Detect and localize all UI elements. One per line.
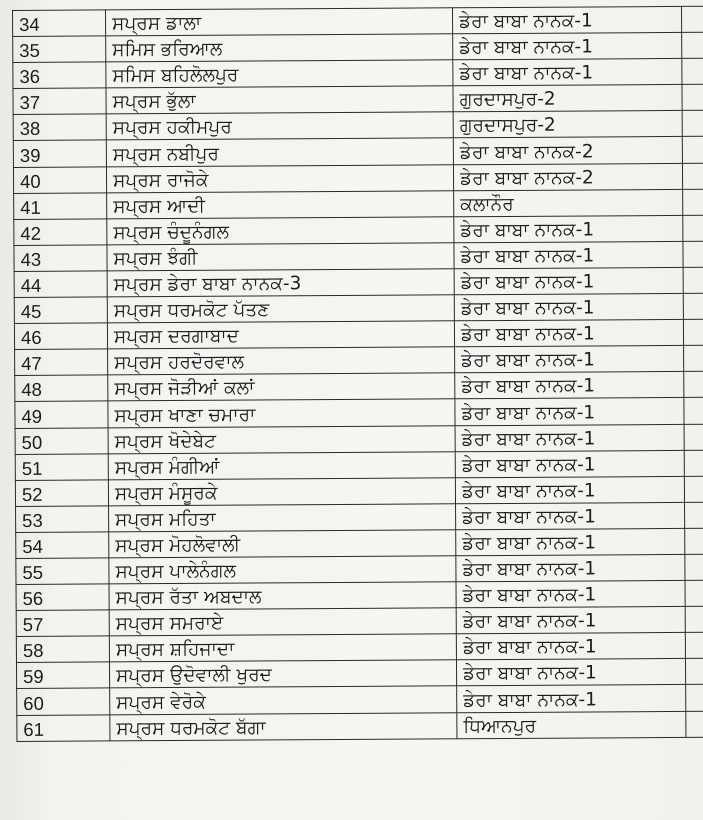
school-name-cell: ਸਪ੍ਰਸ ਜੋੜੀਆਂ ਕਲਾਂ [108,373,455,401]
serial-number-cell: 47 [15,349,108,376]
empty-cell [684,345,703,371]
serial-number-cell: 56 [16,584,109,611]
serial-number-cell: 61 [17,714,110,741]
table-row [15,424,703,454]
empty-cell [681,6,703,32]
block-name-cell: ਗੁਰਦਾਸਪੁਰ-2 [453,111,682,138]
table-row [15,476,703,506]
school-name-cell: ਸਪ੍ਰਸ ਰਾਜੋਕੇ [106,164,453,192]
block-name-cell: ਗੁਰਦਾਸਪੁਰ-2 [453,85,682,112]
block-name-cell: ਡੇਰਾ ਬਾਬਾ ਨਾਨਕ-1 [455,372,684,399]
block-name-cell: ਡੇਰਾ ਬਾਬਾ ਨਾਨਕ-1 [456,554,685,581]
block-name-cell: ਡੇਰਾ ਬਾਬਾ ਨਾਨਕ-1 [455,424,684,451]
block-name-cell: ਡੇਰਾ ਬਾਬਾ ਨਾਨਕ-1 [456,607,685,634]
table-row [17,711,703,741]
school-name-cell: ਸਪ੍ਰਸ ਖੋਦੇਬੇਟ [108,425,455,453]
serial-number-cell: 35 [13,36,106,63]
block-name-cell: ਡੇਰਾ ਬਾਬਾ ਨਾਨਕ-1 [456,528,685,555]
serial-number-cell: 43 [14,245,107,272]
school-name-cell: ਸਮਿਸ ਬਹਿਲੋਲਪੁਰ [106,60,453,88]
empty-cell [686,711,703,737]
empty-cell [684,450,703,476]
serial-number-cell: 52 [15,480,108,507]
table-row [15,345,703,375]
table-row [14,267,703,297]
block-name-cell: ਡੇਰਾ ਬਾਬਾ ਨਾਨਕ-1 [453,33,682,60]
serial-number-cell: 39 [13,140,106,167]
school-name-cell: ਸਪ੍ਰਸ ਭੁੱਲਾ [106,86,453,114]
serial-number-cell: 51 [15,454,108,481]
serial-number-cell: 34 [13,10,106,37]
empty-cell [682,58,703,84]
table-row [16,606,703,636]
block-name-cell: ਡੇਰਾ ਬਾਬਾ ਨਾਨਕ-1 [455,346,684,373]
school-name-cell: ਸਪ੍ਰਸ ਮੋਹਲੋਵਾਲੀ [109,530,456,558]
serial-number-cell: 60 [17,688,110,715]
school-name-cell: ਸਪ੍ਰਸ ਆਦੀ [107,190,454,218]
table-row [14,293,703,323]
school-name-cell: ਸਮਿਸ ਭਰਿਆਲ [106,34,453,62]
serial-number-cell: 57 [16,610,109,637]
serial-number-cell: 50 [15,427,108,454]
block-name-cell: ਡੇਰਾ ਬਾਬਾ ਨਾਨਕ-1 [453,59,682,86]
empty-cell [685,632,703,658]
empty-cell [683,215,703,241]
empty-cell [683,319,703,345]
empty-cell [686,685,703,711]
school-name-cell: ਸਪ੍ਰਸ ਮਹਿਤਾ [109,504,456,532]
table-body [13,6,703,741]
table-row [17,685,703,715]
school-list-table [12,6,703,742]
school-name-cell: ਸਪ੍ਰਸ ਪਾਲੇਨੰਗਲ [109,556,456,584]
school-name-cell: ਸਪ੍ਰਸ ਡੇਰਾ ਬਾਬਾ ਨਾਨਕ-3 [107,269,454,297]
serial-number-cell: 58 [16,636,109,663]
serial-number-cell: 38 [13,114,106,141]
block-name-cell: ਡੇਰਾ ਬਾਬਾ ਨਾਨਕ-1 [457,685,686,712]
serial-number-cell: 42 [14,219,107,246]
school-name-cell: ਸਪ੍ਰਸ ਦਰਗਾਬਾਦ [107,321,454,349]
block-name-cell: ਡੇਰਾ ਬਾਬਾ ਨਾਨਕ-1 [454,320,683,347]
serial-number-cell: 40 [13,166,106,193]
block-name-cell: ਡੇਰਾ ਬਾਬਾ ਨਾਨਕ-1 [455,450,684,477]
table-row [15,398,703,428]
serial-number-cell: 55 [16,558,109,585]
table-row [14,319,703,349]
empty-cell [685,580,703,606]
block-name-cell: ਡੇਰਾ ਬਾਬਾ ਨਾਨਕ-1 [455,398,684,425]
school-name-cell: ਸਪ੍ਰਸ ਹਰਦੋਰਵਾਲ [108,347,455,375]
empty-cell [682,163,703,189]
empty-cell [685,528,703,554]
block-name-cell: ਡੇਰਾ ਬਾਬਾ ਨਾਨਕ-1 [455,476,684,503]
serial-number-cell: 37 [13,88,106,115]
serial-number-cell: 41 [14,193,107,220]
school-name-cell: ਸਪ੍ਰਸ ਧਰਮਕੋਟ ਬੱਗਾ [110,712,457,740]
serial-number-cell: 36 [13,62,106,89]
serial-number-cell: 53 [16,506,109,533]
empty-cell [682,32,703,58]
serial-number-cell: 45 [14,297,107,324]
table-row [16,658,703,688]
empty-cell [683,241,703,267]
empty-cell [683,293,703,319]
school-name-cell: ਸਪ੍ਰਸ ਝੰਗੀ [107,243,454,271]
school-name-cell: ਸਪ੍ਰਸ ਸਮਰਾਏ [109,608,456,636]
empty-cell [682,110,703,136]
block-name-cell: ਕਲਾਨੌਰ [454,189,683,216]
serial-number-cell: 49 [15,401,108,428]
serial-number-cell: 48 [15,375,108,402]
block-name-cell: ਡੇਰਾ ਬਾਬਾ ਨਾਨਕ-1 [456,502,685,529]
school-name-cell: ਸਪ੍ਰਸ ਮੰਗੀਆਂ [108,451,455,479]
school-name-cell: ਸਪ੍ਰਸ ਨਬੀਪੁਰ [106,138,453,166]
school-name-cell: ਸਪ੍ਰਸ ਧਰਮਕੋਟ ਪੱਤਣ [107,295,454,323]
school-name-cell: ਸਪ੍ਰਸ ਡਾਲਾ [106,8,453,36]
school-name-cell: ਸਪ੍ਰਸ ਰੱਤਾ ਅਬਦਾਲ [109,582,456,610]
table-row [16,632,703,662]
block-name-cell: ਡੇਰਾ ਬਾਬਾ ਨਾਨਕ-1 [454,267,683,294]
serial-number-cell: 59 [16,662,109,689]
table-row [16,528,703,558]
block-name-cell: ਡੇਰਾ ਬਾਬਾ ਨਾਨਕ-1 [456,659,685,686]
table-row [16,554,703,584]
school-name-cell: ਸਪ੍ਰਸ ਸ਼ਹਿਜਾਦਾ [109,634,456,662]
empty-cell [685,554,703,580]
serial-number-cell: 46 [14,323,107,350]
empty-cell [683,267,703,293]
school-name-cell: ਸਪ੍ਰਸ ਮੰਸੂਰਕੇ [108,477,455,505]
block-name-cell: ਡੇਰਾ ਬਾਬਾ ਨਾਨਕ-1 [456,580,685,607]
table-row [15,450,703,480]
empty-cell [684,476,703,502]
serial-number-cell: 54 [16,532,109,559]
block-name-cell: ਡੇਰਾ ਬਾਬਾ ਨਾਨਕ-2 [453,163,682,190]
serial-number-cell: 44 [14,271,107,298]
table-row [15,371,703,401]
table-row [16,580,703,610]
school-name-cell: ਸਪ੍ਰਸ ਹਕੀਮਪੁਰ [106,112,453,140]
block-name-cell: ਡੇਰਾ ਬਾਬਾ ਨਾਨਕ-1 [454,215,683,242]
block-name-cell: ਡੇਰਾ ਬਾਬਾ ਨਾਨਕ-2 [453,137,682,164]
empty-cell [685,502,703,528]
empty-cell [682,84,703,110]
school-name-cell: ਸਪ੍ਰਸ ਵੇਰੋਕੇ [110,686,457,714]
block-name-cell: ਧਿਆਨਪੁਰ [457,711,686,738]
block-name-cell: ਡੇਰਾ ਬਾਬਾ ਨਾਨਕ-1 [454,293,683,320]
empty-cell [684,371,703,397]
school-name-cell: ਸਪ੍ਰਸ ਉਦੋਵਾਲੀ ਖੁਰਦ [109,660,456,688]
table-row [16,502,703,532]
empty-cell [684,424,703,450]
empty-cell [682,137,703,163]
block-name-cell: ਡੇਰਾ ਬਾਬਾ ਨਾਨਕ-1 [456,633,685,660]
block-name-cell: ਡੇਰਾ ਬਾਬਾ ਨਾਨਕ-1 [452,6,681,33]
school-name-cell: ਸਪ੍ਰਸ ਖਾਣਾ ਚਮਾਰਾ [108,399,455,427]
empty-cell [684,398,703,424]
empty-cell [685,606,703,632]
block-name-cell: ਡੇਰਾ ਬਾਬਾ ਨਾਨਕ-1 [454,241,683,268]
school-name-cell: ਸਪ੍ਰਸ ਚੰਦੂਨੰਗਲ [107,217,454,245]
empty-cell [683,189,703,215]
empty-cell [685,658,703,684]
